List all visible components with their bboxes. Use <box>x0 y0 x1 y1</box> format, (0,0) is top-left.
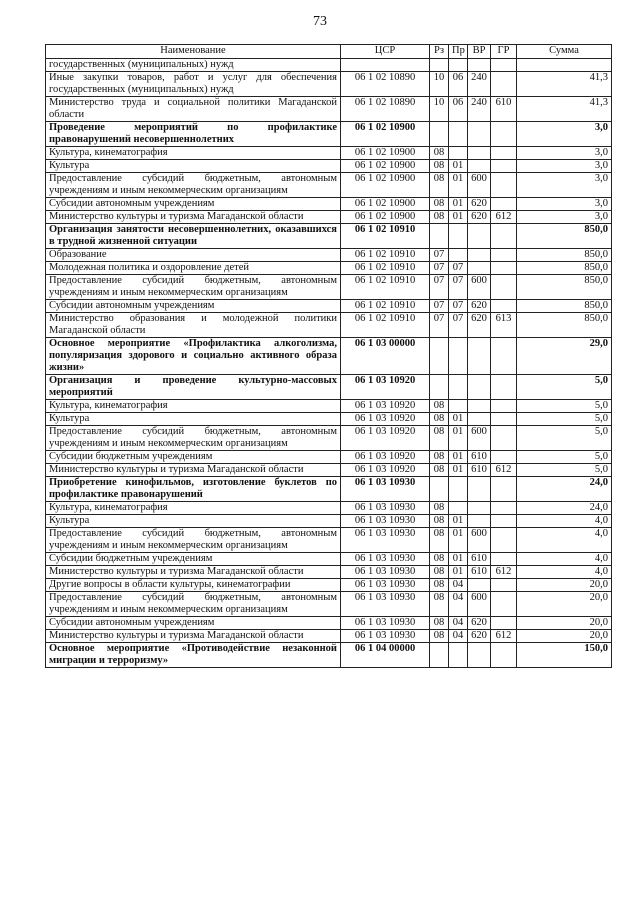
cell-name: Культура, кинематография <box>46 502 341 515</box>
cell-gr <box>491 72 517 97</box>
cell-name: Предоставление субсидий бюджетным, автономным учреждениям и иным некоммерческим организациям <box>46 173 341 198</box>
cell-vr: 600 <box>468 275 491 300</box>
cell-csr: 06 1 02 10910 <box>341 300 430 313</box>
cell-gr: 612 <box>491 464 517 477</box>
cell-sum: 4,0 <box>517 553 612 566</box>
cell-gr <box>491 528 517 553</box>
cell-name: Иные закупки товаров, работ и услуг для обеспечения государственных (муниципальных) нужд <box>46 72 341 97</box>
cell-name: Другие вопросы в области культуры, кинематографии <box>46 579 341 592</box>
cell-gr: 613 <box>491 313 517 338</box>
cell-sum: 5,0 <box>517 451 612 464</box>
cell-csr: 06 1 02 10910 <box>341 249 430 262</box>
cell-pr: 01 <box>449 451 468 464</box>
cell-rz <box>430 338 449 375</box>
cell-vr: 240 <box>468 72 491 97</box>
cell-sum: 3,0 <box>517 211 612 224</box>
cell-vr <box>468 502 491 515</box>
cell-csr: 06 1 02 10890 <box>341 97 430 122</box>
cell-vr: 610 <box>468 464 491 477</box>
cell-rz: 07 <box>430 249 449 262</box>
cell-gr <box>491 375 517 400</box>
table-row <box>46 97 612 122</box>
cell-pr <box>449 502 468 515</box>
cell-name: Предоставление субсидий бюджетным, автономным учреждениям и иным некоммерческим организациям <box>46 275 341 300</box>
cell-rz: 08 <box>430 400 449 413</box>
table-row <box>46 72 612 97</box>
cell-name: Субсидии бюджетным учреждениям <box>46 553 341 566</box>
cell-name: Культура, кинематография <box>46 400 341 413</box>
cell-gr <box>491 224 517 249</box>
cell-vr: 620 <box>468 198 491 211</box>
cell-vr: 610 <box>468 451 491 464</box>
cell-sum: 20,0 <box>517 630 612 643</box>
cell-pr: 01 <box>449 198 468 211</box>
cell-name: Министерство культуры и туризма Магаданской области <box>46 464 341 477</box>
cell-rz: 08 <box>430 592 449 617</box>
cell-csr: 06 1 03 10930 <box>341 502 430 515</box>
cell-rz: 08 <box>430 173 449 198</box>
cell-vr <box>468 147 491 160</box>
cell-gr <box>491 300 517 313</box>
cell-vr <box>468 400 491 413</box>
cell-csr: 06 1 02 10910 <box>341 313 430 338</box>
cell-name: Министерство культуры и туризма Магаданской области <box>46 211 341 224</box>
cell-vr: 600 <box>468 528 491 553</box>
cell-rz <box>430 122 449 147</box>
cell-vr <box>468 59 491 72</box>
cell-name: Предоставление субсидий бюджетным, автономным учреждениям и иным некоммерческим организациям <box>46 592 341 617</box>
budget-table <box>45 44 612 668</box>
table-row <box>46 173 612 198</box>
cell-csr: 06 1 03 10920 <box>341 375 430 400</box>
cell-csr: 06 1 02 10910 <box>341 262 430 275</box>
table-row <box>46 375 612 400</box>
cell-name: Министерство культуры и туризма Магаданской области <box>46 630 341 643</box>
cell-rz: 08 <box>430 147 449 160</box>
cell-vr <box>468 579 491 592</box>
table-row <box>46 553 612 566</box>
cell-pr: 04 <box>449 630 468 643</box>
cell-gr <box>491 249 517 262</box>
table-row <box>46 643 612 668</box>
table-row <box>46 313 612 338</box>
cell-name: Культура <box>46 160 341 173</box>
cell-pr <box>449 338 468 375</box>
cell-rz <box>430 643 449 668</box>
cell-name: Субсидии автономным учреждениям <box>46 617 341 630</box>
cell-sum: 5,0 <box>517 375 612 400</box>
cell-name: государственных (муниципальных) нужд <box>46 59 341 72</box>
cell-vr: 240 <box>468 97 491 122</box>
cell-pr: 01 <box>449 413 468 426</box>
cell-rz: 08 <box>430 426 449 451</box>
cell-rz: 08 <box>430 502 449 515</box>
cell-vr: 600 <box>468 426 491 451</box>
cell-vr <box>468 413 491 426</box>
cell-name: Предоставление субсидий бюджетным, автономным учреждениям и иным некоммерческим организациям <box>46 426 341 451</box>
cell-gr <box>491 338 517 375</box>
cell-rz: 08 <box>430 528 449 553</box>
cell-gr: 610 <box>491 97 517 122</box>
cell-gr <box>491 147 517 160</box>
cell-csr: 06 1 03 10920 <box>341 400 430 413</box>
cell-sum: 850,0 <box>517 300 612 313</box>
table-row <box>46 275 612 300</box>
cell-rz <box>430 477 449 502</box>
cell-gr: 612 <box>491 211 517 224</box>
cell-pr: 01 <box>449 566 468 579</box>
cell-sum: 5,0 <box>517 464 612 477</box>
cell-pr <box>449 375 468 400</box>
cell-csr: 06 1 03 10930 <box>341 617 430 630</box>
cell-pr: 01 <box>449 173 468 198</box>
cell-pr <box>449 249 468 262</box>
cell-sum: 4,0 <box>517 566 612 579</box>
table-row <box>46 224 612 249</box>
cell-name: Министерство культуры и туризма Магаданской области <box>46 566 341 579</box>
header-name: Наименование <box>46 45 341 59</box>
cell-csr: 06 1 03 10930 <box>341 630 430 643</box>
cell-sum: 3,0 <box>517 122 612 147</box>
cell-rz: 08 <box>430 617 449 630</box>
cell-rz: 07 <box>430 275 449 300</box>
cell-csr: 06 1 02 10900 <box>341 160 430 173</box>
cell-vr <box>468 160 491 173</box>
cell-name: Основное мероприятие «Профилактика алкоголизма, популяризация здорового и социально активного образа жизни» <box>46 338 341 375</box>
cell-csr: 06 1 03 10930 <box>341 528 430 553</box>
cell-pr: 01 <box>449 464 468 477</box>
cell-gr <box>491 59 517 72</box>
cell-name: Субсидии бюджетным учреждениям <box>46 451 341 464</box>
cell-vr <box>468 643 491 668</box>
header-csr: ЦСР <box>341 45 430 59</box>
cell-vr <box>468 249 491 262</box>
cell-sum: 850,0 <box>517 262 612 275</box>
cell-gr <box>491 413 517 426</box>
cell-vr: 620 <box>468 313 491 338</box>
cell-vr <box>468 515 491 528</box>
cell-gr <box>491 198 517 211</box>
cell-name: Организация и проведение культурно-массовых мероприятий <box>46 375 341 400</box>
cell-csr: 06 1 03 10930 <box>341 592 430 617</box>
cell-pr: 07 <box>449 313 468 338</box>
cell-vr: 620 <box>468 617 491 630</box>
cell-pr: 07 <box>449 300 468 313</box>
cell-sum: 4,0 <box>517 515 612 528</box>
cell-pr: 04 <box>449 579 468 592</box>
cell-gr <box>491 592 517 617</box>
cell-csr: 06 1 02 10900 <box>341 173 430 198</box>
cell-name: Министерство труда и социальной политики Магаданской области <box>46 97 341 122</box>
table-row <box>46 122 612 147</box>
cell-csr: 06 1 03 10920 <box>341 451 430 464</box>
cell-rz: 07 <box>430 313 449 338</box>
table-row <box>46 198 612 211</box>
cell-vr: 600 <box>468 592 491 617</box>
table-header-row <box>46 45 612 59</box>
cell-csr: 06 1 02 10900 <box>341 211 430 224</box>
cell-csr: 06 1 03 10930 <box>341 553 430 566</box>
table-row <box>46 451 612 464</box>
cell-csr: 06 1 03 00000 <box>341 338 430 375</box>
cell-gr <box>491 579 517 592</box>
cell-sum: 850,0 <box>517 249 612 262</box>
cell-pr: 01 <box>449 160 468 173</box>
cell-csr: 06 1 03 10930 <box>341 515 430 528</box>
cell-name: Субсидии автономным учреждениям <box>46 198 341 211</box>
cell-sum: 5,0 <box>517 426 612 451</box>
cell-name: Культура, кинематография <box>46 147 341 160</box>
cell-sum: 24,0 <box>517 477 612 502</box>
table-row <box>46 566 612 579</box>
table-row <box>46 160 612 173</box>
cell-rz: 08 <box>430 211 449 224</box>
table-row <box>46 579 612 592</box>
cell-rz <box>430 375 449 400</box>
cell-pr <box>449 400 468 413</box>
table-row <box>46 262 612 275</box>
cell-pr <box>449 643 468 668</box>
cell-sum: 24,0 <box>517 502 612 515</box>
cell-sum: 3,0 <box>517 160 612 173</box>
cell-csr: 06 1 02 10900 <box>341 147 430 160</box>
table-body <box>46 59 612 668</box>
cell-vr <box>468 338 491 375</box>
cell-pr: 01 <box>449 211 468 224</box>
cell-rz <box>430 59 449 72</box>
cell-sum <box>517 59 612 72</box>
header-gr: ГР <box>491 45 517 59</box>
table-row <box>46 528 612 553</box>
table-row <box>46 338 612 375</box>
cell-rz: 10 <box>430 97 449 122</box>
cell-csr: 06 1 04 00000 <box>341 643 430 668</box>
cell-pr: 04 <box>449 592 468 617</box>
cell-name: Основное мероприятие «Противодействие незаконной миграции и терроризму» <box>46 643 341 668</box>
cell-sum: 850,0 <box>517 275 612 300</box>
cell-csr: 06 1 02 10910 <box>341 275 430 300</box>
cell-vr <box>468 262 491 275</box>
cell-name: Культура <box>46 413 341 426</box>
cell-gr <box>491 553 517 566</box>
table-row <box>46 617 612 630</box>
cell-name: Культура <box>46 515 341 528</box>
cell-sum: 850,0 <box>517 313 612 338</box>
cell-vr <box>468 224 491 249</box>
cell-csr: 06 1 03 10920 <box>341 464 430 477</box>
cell-vr: 610 <box>468 566 491 579</box>
cell-vr <box>468 375 491 400</box>
cell-pr <box>449 477 468 502</box>
table-row <box>46 502 612 515</box>
cell-pr: 01 <box>449 553 468 566</box>
header-pr: Пр <box>449 45 468 59</box>
header-rz: Рз <box>430 45 449 59</box>
table-row <box>46 426 612 451</box>
cell-gr <box>491 262 517 275</box>
cell-gr <box>491 275 517 300</box>
table-row <box>46 59 612 72</box>
table-row <box>46 515 612 528</box>
cell-csr: 06 1 03 10930 <box>341 566 430 579</box>
cell-gr <box>491 477 517 502</box>
cell-name: Организация занятости несовершеннолетних, оказавшихся в трудной жизненной ситуации <box>46 224 341 249</box>
cell-rz: 08 <box>430 413 449 426</box>
cell-vr: 620 <box>468 300 491 313</box>
cell-rz: 08 <box>430 160 449 173</box>
table-row <box>46 249 612 262</box>
cell-csr: 06 1 02 10910 <box>341 224 430 249</box>
cell-sum: 20,0 <box>517 617 612 630</box>
cell-pr <box>449 122 468 147</box>
cell-vr: 610 <box>468 553 491 566</box>
cell-pr: 06 <box>449 72 468 97</box>
cell-csr: 06 1 03 10920 <box>341 426 430 451</box>
cell-sum: 150,0 <box>517 643 612 668</box>
cell-gr <box>491 173 517 198</box>
page-number: 73 <box>313 14 327 29</box>
cell-rz: 10 <box>430 72 449 97</box>
cell-name: Молодежная политика и оздоровление детей <box>46 262 341 275</box>
cell-name: Предоставление субсидий бюджетным, автономным учреждениям и иным некоммерческим организациям <box>46 528 341 553</box>
cell-csr: 06 1 02 10890 <box>341 72 430 97</box>
cell-name: Образование <box>46 249 341 262</box>
cell-rz: 08 <box>430 579 449 592</box>
cell-name: Министерство образования и молодежной политики Магаданской области <box>46 313 341 338</box>
cell-vr: 600 <box>468 173 491 198</box>
cell-sum: 3,0 <box>517 173 612 198</box>
cell-sum: 3,0 <box>517 147 612 160</box>
cell-vr: 620 <box>468 630 491 643</box>
table-row <box>46 630 612 643</box>
cell-csr: 06 1 03 10930 <box>341 579 430 592</box>
cell-rz: 08 <box>430 630 449 643</box>
cell-rz: 08 <box>430 198 449 211</box>
cell-gr <box>491 122 517 147</box>
cell-sum: 5,0 <box>517 413 612 426</box>
cell-rz: 07 <box>430 262 449 275</box>
cell-sum: 41,3 <box>517 97 612 122</box>
table-row <box>46 300 612 313</box>
cell-vr <box>468 477 491 502</box>
cell-sum: 4,0 <box>517 528 612 553</box>
table-row <box>46 464 612 477</box>
cell-pr: 07 <box>449 262 468 275</box>
table-row <box>46 592 612 617</box>
cell-pr: 04 <box>449 617 468 630</box>
cell-sum: 5,0 <box>517 400 612 413</box>
cell-name: Приобретение кинофильмов, изготовление буклетов по профилактике правонарушений <box>46 477 341 502</box>
table-row <box>46 211 612 224</box>
cell-pr: 01 <box>449 515 468 528</box>
cell-rz: 08 <box>430 464 449 477</box>
cell-pr <box>449 59 468 72</box>
cell-pr <box>449 224 468 249</box>
cell-vr: 620 <box>468 211 491 224</box>
cell-pr: 06 <box>449 97 468 122</box>
cell-gr: 612 <box>491 566 517 579</box>
cell-rz: 08 <box>430 553 449 566</box>
cell-csr: 06 1 02 10900 <box>341 122 430 147</box>
cell-vr <box>468 122 491 147</box>
cell-sum: 29,0 <box>517 338 612 375</box>
cell-gr <box>491 400 517 413</box>
header-vr: ВР <box>468 45 491 59</box>
cell-rz: 08 <box>430 566 449 579</box>
cell-sum: 3,0 <box>517 198 612 211</box>
cell-gr <box>491 515 517 528</box>
cell-name: Проведение мероприятий по профилактике правонарушений несовершеннолетних <box>46 122 341 147</box>
cell-sum: 850,0 <box>517 224 612 249</box>
cell-rz: 08 <box>430 451 449 464</box>
cell-csr: 06 1 03 10930 <box>341 477 430 502</box>
cell-gr <box>491 160 517 173</box>
cell-sum: 20,0 <box>517 592 612 617</box>
cell-gr <box>491 502 517 515</box>
cell-pr: 01 <box>449 426 468 451</box>
cell-gr <box>491 617 517 630</box>
cell-name: Субсидии автономным учреждениям <box>46 300 341 313</box>
cell-csr: 06 1 02 10900 <box>341 198 430 211</box>
cell-csr: 06 1 03 10920 <box>341 413 430 426</box>
cell-rz: 08 <box>430 515 449 528</box>
header-sum: Сумма <box>517 45 612 59</box>
cell-pr <box>449 147 468 160</box>
cell-csr <box>341 59 430 72</box>
table-row <box>46 400 612 413</box>
cell-pr: 01 <box>449 528 468 553</box>
cell-sum: 41,3 <box>517 72 612 97</box>
cell-rz <box>430 224 449 249</box>
cell-gr <box>491 643 517 668</box>
table-row <box>46 477 612 502</box>
cell-sum: 20,0 <box>517 579 612 592</box>
cell-gr: 612 <box>491 630 517 643</box>
table-row <box>46 413 612 426</box>
cell-rz: 07 <box>430 300 449 313</box>
cell-pr: 07 <box>449 275 468 300</box>
table-row <box>46 147 612 160</box>
cell-gr <box>491 426 517 451</box>
cell-gr <box>491 451 517 464</box>
